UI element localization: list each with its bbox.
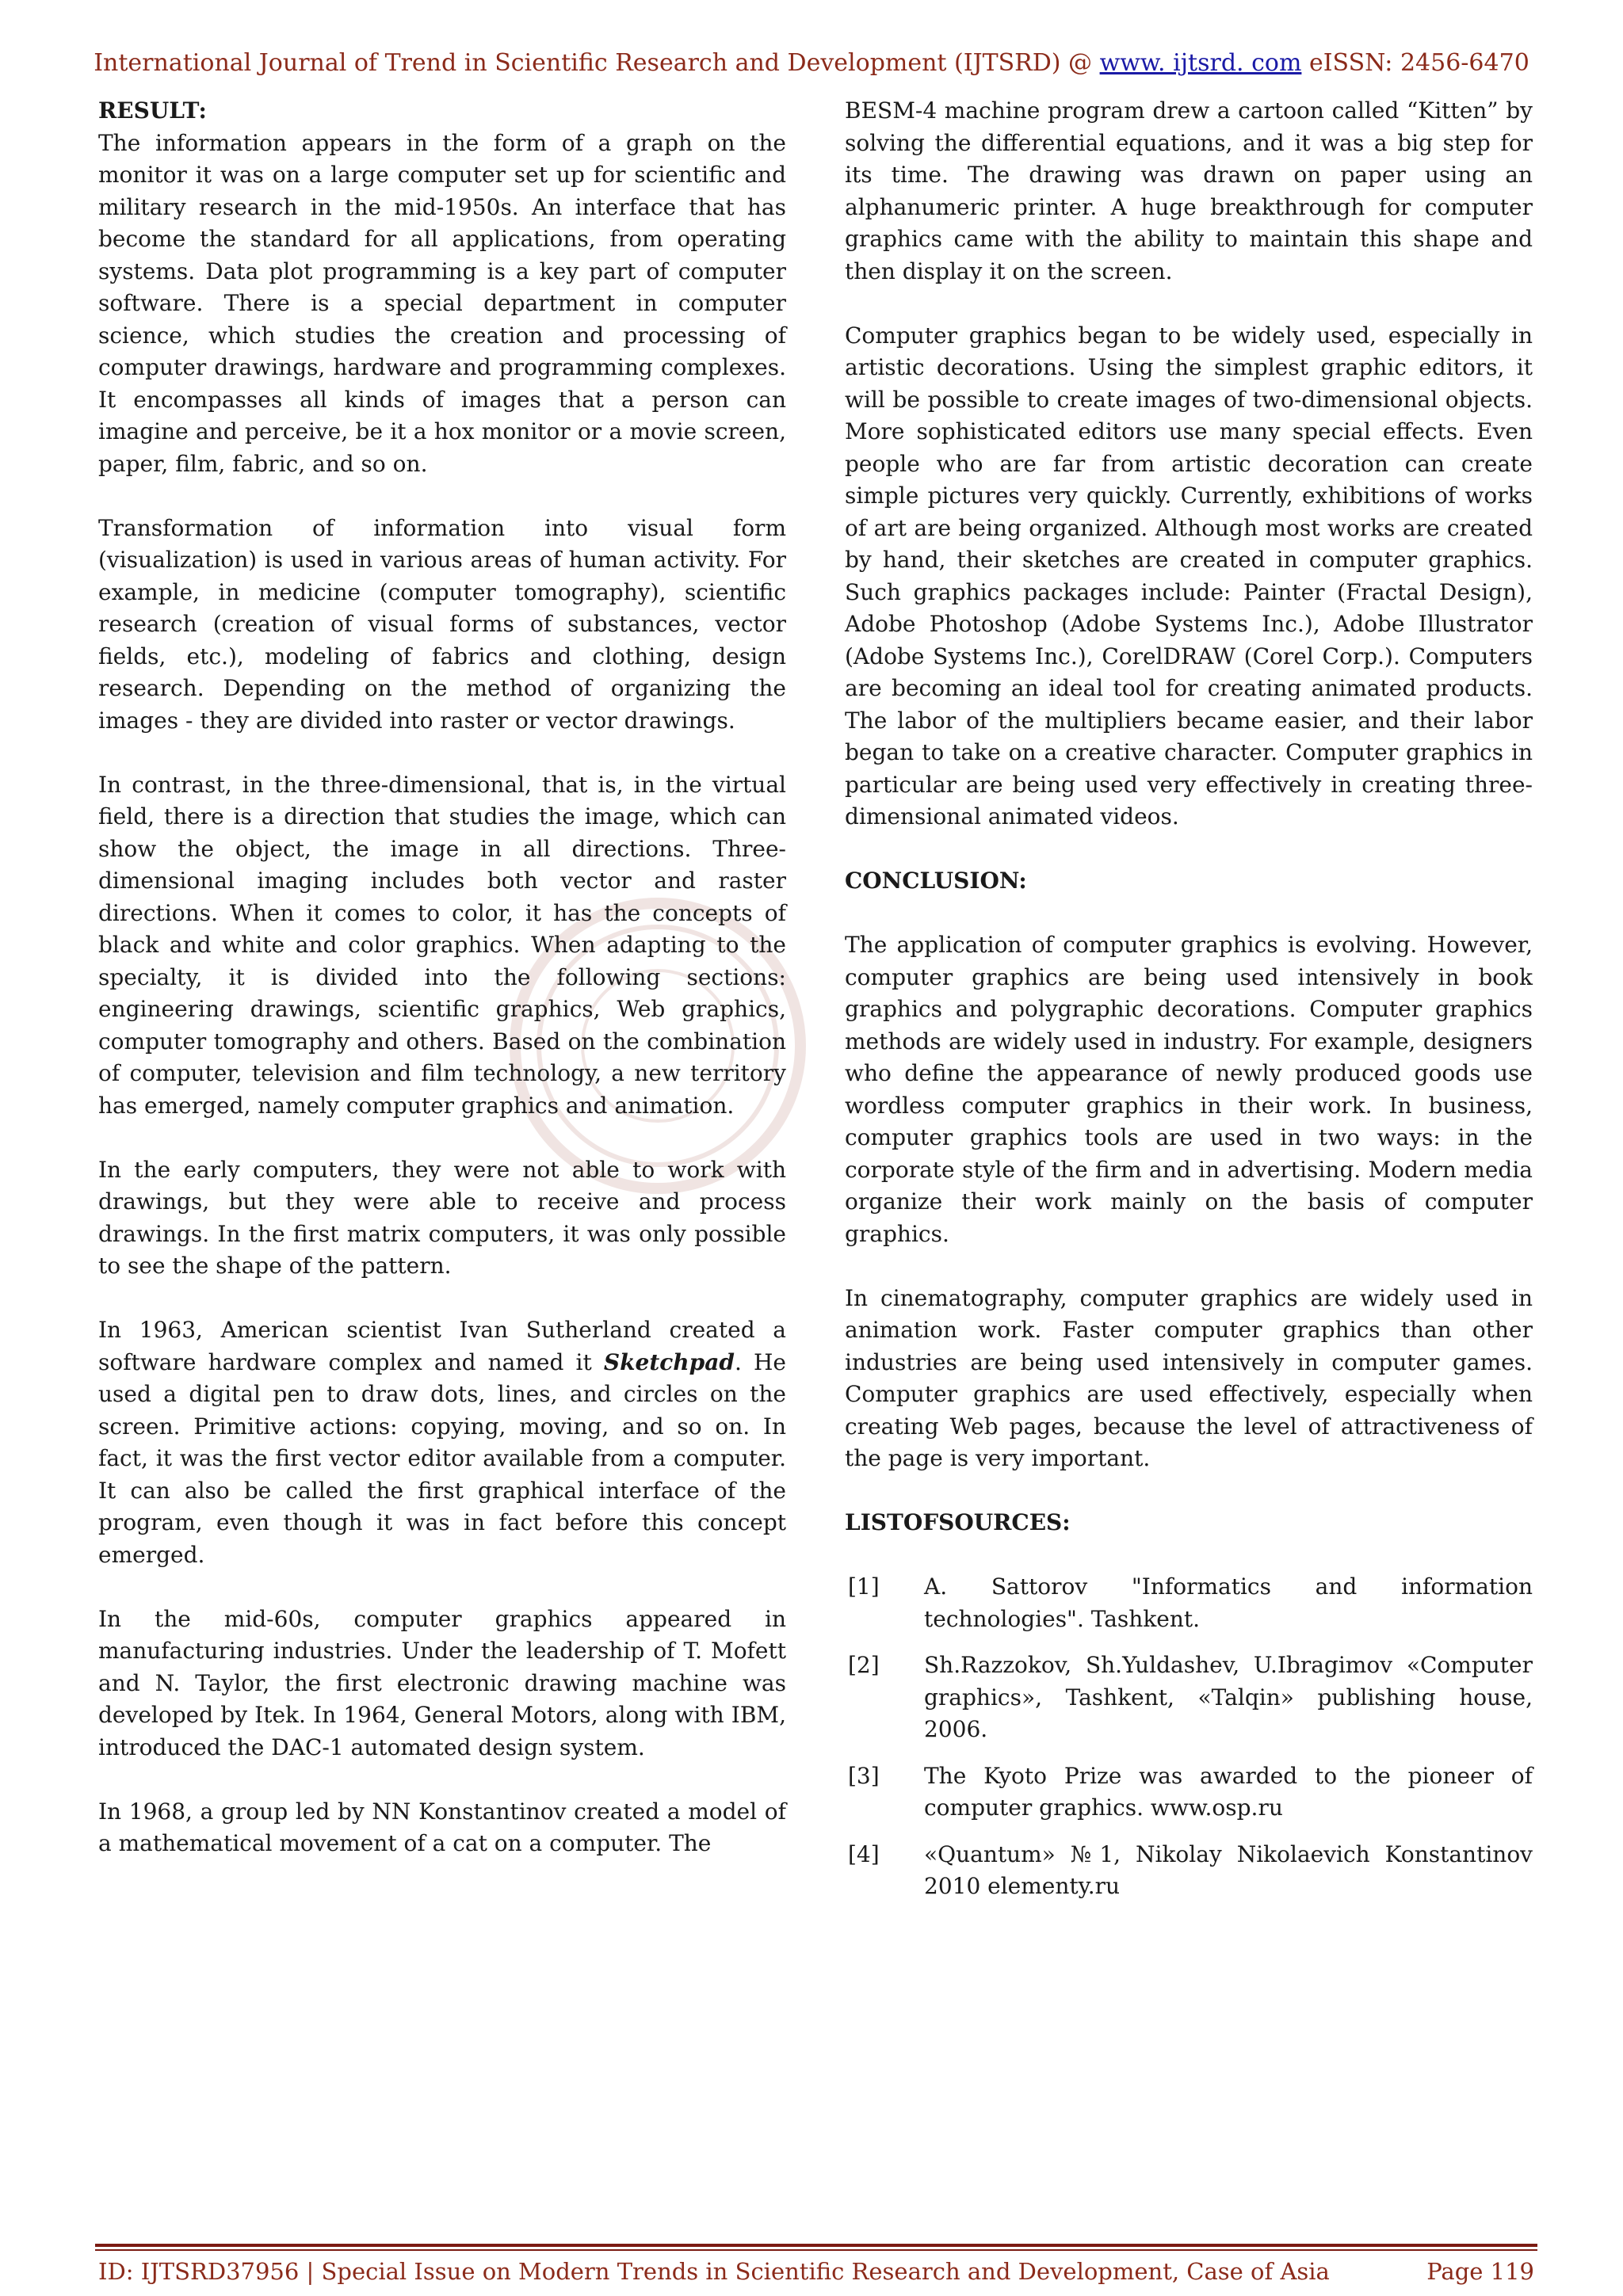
result-heading: RESULT: (98, 97, 207, 124)
conclusion-heading: CONCLUSION: (845, 868, 1027, 894)
footer-issue-info: ID: IJTSRD37956 | Special Issue on Modern Trends in Scientific Research and Development, Case of Asia (98, 2258, 1330, 2285)
source-item (845, 1839, 1533, 1903)
running-header (0, 49, 1623, 77)
footer-rule-thin (95, 2249, 1537, 2251)
left-paragraph-7: In 1968, a group led by NN Konstantinov created a model of a mathematical movement of a cat on a computer. The (98, 1798, 786, 1856)
source-text: The Kyoto Prize was awarded to the pioneer of computer graphics. www.osp.ru (924, 1762, 1533, 1821)
source-number: [3] (848, 1762, 880, 1789)
left-paragraph-6: In the mid-60s, computer graphics appeared in manufacturing industries. Under the leadership of T. Mofett and N. Taylor, the first electronic drawing machine was developed by Itek. In 1964, General Motors, along with IBM, introduced the DAC-1 automated design system. (98, 1605, 786, 1760)
source-number: [4] (848, 1840, 880, 1867)
left-paragraph-2: Transformation of information into visual form (visualization) is used in various areas of human activity. For example, in medicine (computer tomography), scientific research (creation of visual forms of substances, vector fields, etc.), modeling of fabrics and clothing, design research. Depending on the method of organizing the images - they are divided into raster or vector drawings. (98, 514, 786, 734)
sources-list (845, 1571, 1533, 1903)
header-suffix: eISSN: 2456-6470 (1301, 49, 1529, 77)
p5-after: . He used a digital pen to draw dots, lines, and circles on the screen. Primitive actions: copying, moving, and so on. In fact, it was the first vector editor available from a computer. It can also be called the first graphical interface of the program, even though it was in fact before this concept emerged. (98, 1348, 786, 1568)
source-item (845, 1650, 1533, 1746)
source-item (845, 1571, 1533, 1635)
p5-before: In 1963, American scientist Ivan Sutherland created a software hardware complex and named it (98, 1317, 786, 1375)
source-number: [1] (848, 1573, 880, 1600)
left-paragraph-3: In contrast, in the three-dimensional, that is, in the virtual field, there is a direction that studies the image, which can show the object, the image in all directions. Three-dimensional imaging includes both vector and raster directions. When it comes to color, it has the concepts of black and white and color graphics. When adapting to the specialty, it is divided into the following sections: engineering drawings, scientific graphics, Web graphics, computer tomography and others. Based on the combination of computer, television and film technology, a new territory has emerged, namely computer graphics and animation. (98, 771, 786, 1119)
right-paragraph-2: Computer graphics began to be widely used, especially in artistic decorations. Using the simplest graphic editors, it will be possible to create images of two-dimensional objects. More sophisticated editors use many special effects. Even people who are far from artistic decoration can create simple pictures very quickly. Currently, exhibitions of works of art are being organized. Although most works are created by hand, their sketches are created in computer graphics. Such graphics packages include: Painter (Fractal Design), Adobe Photoshop (Adobe Systems Inc.), Adobe Illustrator (Adobe Systems Inc.), CorelDRAW (Corel Corp.). Computers are becoming an ideal tool for creating animated products. The labor of the multipliers became easier, and their labor began to take on a creative character. Computer graphics in particular are being used very effectively in creating three-dimensional animated videos. (845, 322, 1533, 830)
footer-rule-thick (95, 2244, 1537, 2247)
source-text: A. Sattorov "Informatics and information technologies". Tashkent. (924, 1573, 1533, 1632)
header-prefix: International Journal of Trend in Scientific Research and Development (IJTSRD) @ (94, 49, 1100, 77)
journal-website-link[interactable]: www. ijtsrd. com (1099, 49, 1302, 77)
right-paragraph-1: BESM-4 machine program drew a cartoon called “Kitten” by solving the differential equations, and it was a big step for its time. The drawing was drawn on paper using an alphanumeric printer. A huge breakthrough for computer graphics came with the ability to maintain this shape and then display it on the screen. (845, 97, 1533, 284)
running-footer (98, 2258, 1534, 2285)
right-paragraph-4: In cinematography, computer graphics are widely used in animation work. Faster computer graphics than other industries are being used intensively in computer games. Computer graphics are used effectively, especially when creating Web pages, because the level of attractiveness of the page is very important. (845, 1284, 1533, 1471)
right-column (845, 95, 1533, 1917)
sources-heading: LISTOFSOURCES: (845, 1509, 1071, 1535)
left-paragraph-4: In the early computers, they were not able to work with drawings, but they were able to receive and process drawings. In the first matrix computers, it was only possible to see the shape of the pattern. (98, 1156, 786, 1279)
right-paragraph-3: The application of computer graphics is evolving. However, computer graphics are being used intensively in book graphics and polygraphic decorations. Computer graphics methods are widely used in industry. For example, designers who define the appearance of newly produced goods use wordless computer graphics in their work. In business, computer graphics tools are used in two ways: in the corporate style of the firm and in advertising. Modern media organize their work mainly on the basis of computer graphics. (845, 932, 1533, 1247)
page-number: Page 119 (1426, 2258, 1534, 2285)
left-column (98, 95, 786, 1892)
left-paragraph-5 (98, 1314, 786, 1571)
source-text: «Quantum» №1, Nikolay Nikolaevich Konstantinov 2010 elementy.ru (924, 1840, 1533, 1899)
source-item (845, 1760, 1533, 1825)
source-number: [2] (848, 1652, 880, 1678)
source-text: Sh.Razzokov, Sh.Yuldashev, U.Ibragimov «Computer graphics», Tashkent, «Talqin» publishing house, 2006. (924, 1652, 1533, 1742)
sketchpad-term: Sketchpad (603, 1348, 735, 1375)
left-paragraph-1: The information appears in the form of a graph on the monitor it was on a large computer set up for scientific and military research in the mid-1950s. An interface that has become the standard for all applications, from operating systems. Data plot programming is a key part of computer software. There is a special department in computer science, which studies the creation and processing of computer drawings, hardware and programming complexes. It encompasses all kinds of images that a person can imagine and perceive, be it a hox monitor or a movie screen, paper, film, fabric, and so on. (98, 129, 786, 477)
